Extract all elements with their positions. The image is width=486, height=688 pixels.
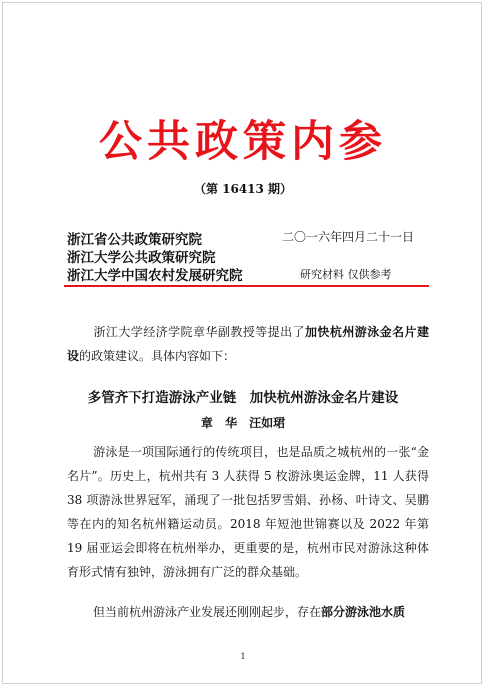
paragraph-2-lead: 但当前杭州游泳产业发展还刚刚起步，存在 [93,605,322,619]
intro-paragraph [67,320,429,368]
publish-date: 二〇一六年四月二十一日 [282,230,415,244]
paragraph-2-bold: 部分游泳池水质 [321,605,406,619]
paragraph-1-text: 游泳是一项国际通行的传统项目，也是品质之城杭州的一张“金名片”。历史上，杭州共有 3 人获得 5 枚游泳奥运金牌，11 人获得 38 项游泳世界冠军，涌现了一批包括罗雪娟、孙杨、叶诗文、吴鹏等在内的知名杭州籍运动员。2018 年短池世锦赛以及 2022 年第 19 届亚运会即将在杭州举办，更重要的是，杭州市民对游泳这种体育形式情有独钟，游泳拥有广泛的群众基础。 [67,445,429,579]
intro-lead: 浙江大学经济学院章华副教授等提出了 [93,325,305,339]
org-name-1: 浙江省公共政策研究院 [67,232,202,248]
document-title: 公共政策内参 [99,117,387,167]
header-divider [64,285,429,287]
intro-bold: 加快杭州游泳金名片建设 [67,325,429,363]
page-number: 1 [240,652,246,661]
org-name-3: 浙江大学中国农村发展研究院 [67,268,243,284]
article-authors: 章 华 汪如珺 [200,416,286,430]
intro-tail: 的政策建议。具体内容如下： [79,349,236,363]
org-name-2: 浙江大学公共政策研究院 [67,250,216,266]
material-note: 研究材料 仅供参考 [300,268,392,281]
body-paragraph-1 [67,440,429,584]
issue-number: （第 16413 期） [193,182,293,196]
article-title: 多管齐下打造游泳产业链 加快杭州游泳金名片建设 [87,390,399,406]
body-paragraph-2 [67,600,429,624]
